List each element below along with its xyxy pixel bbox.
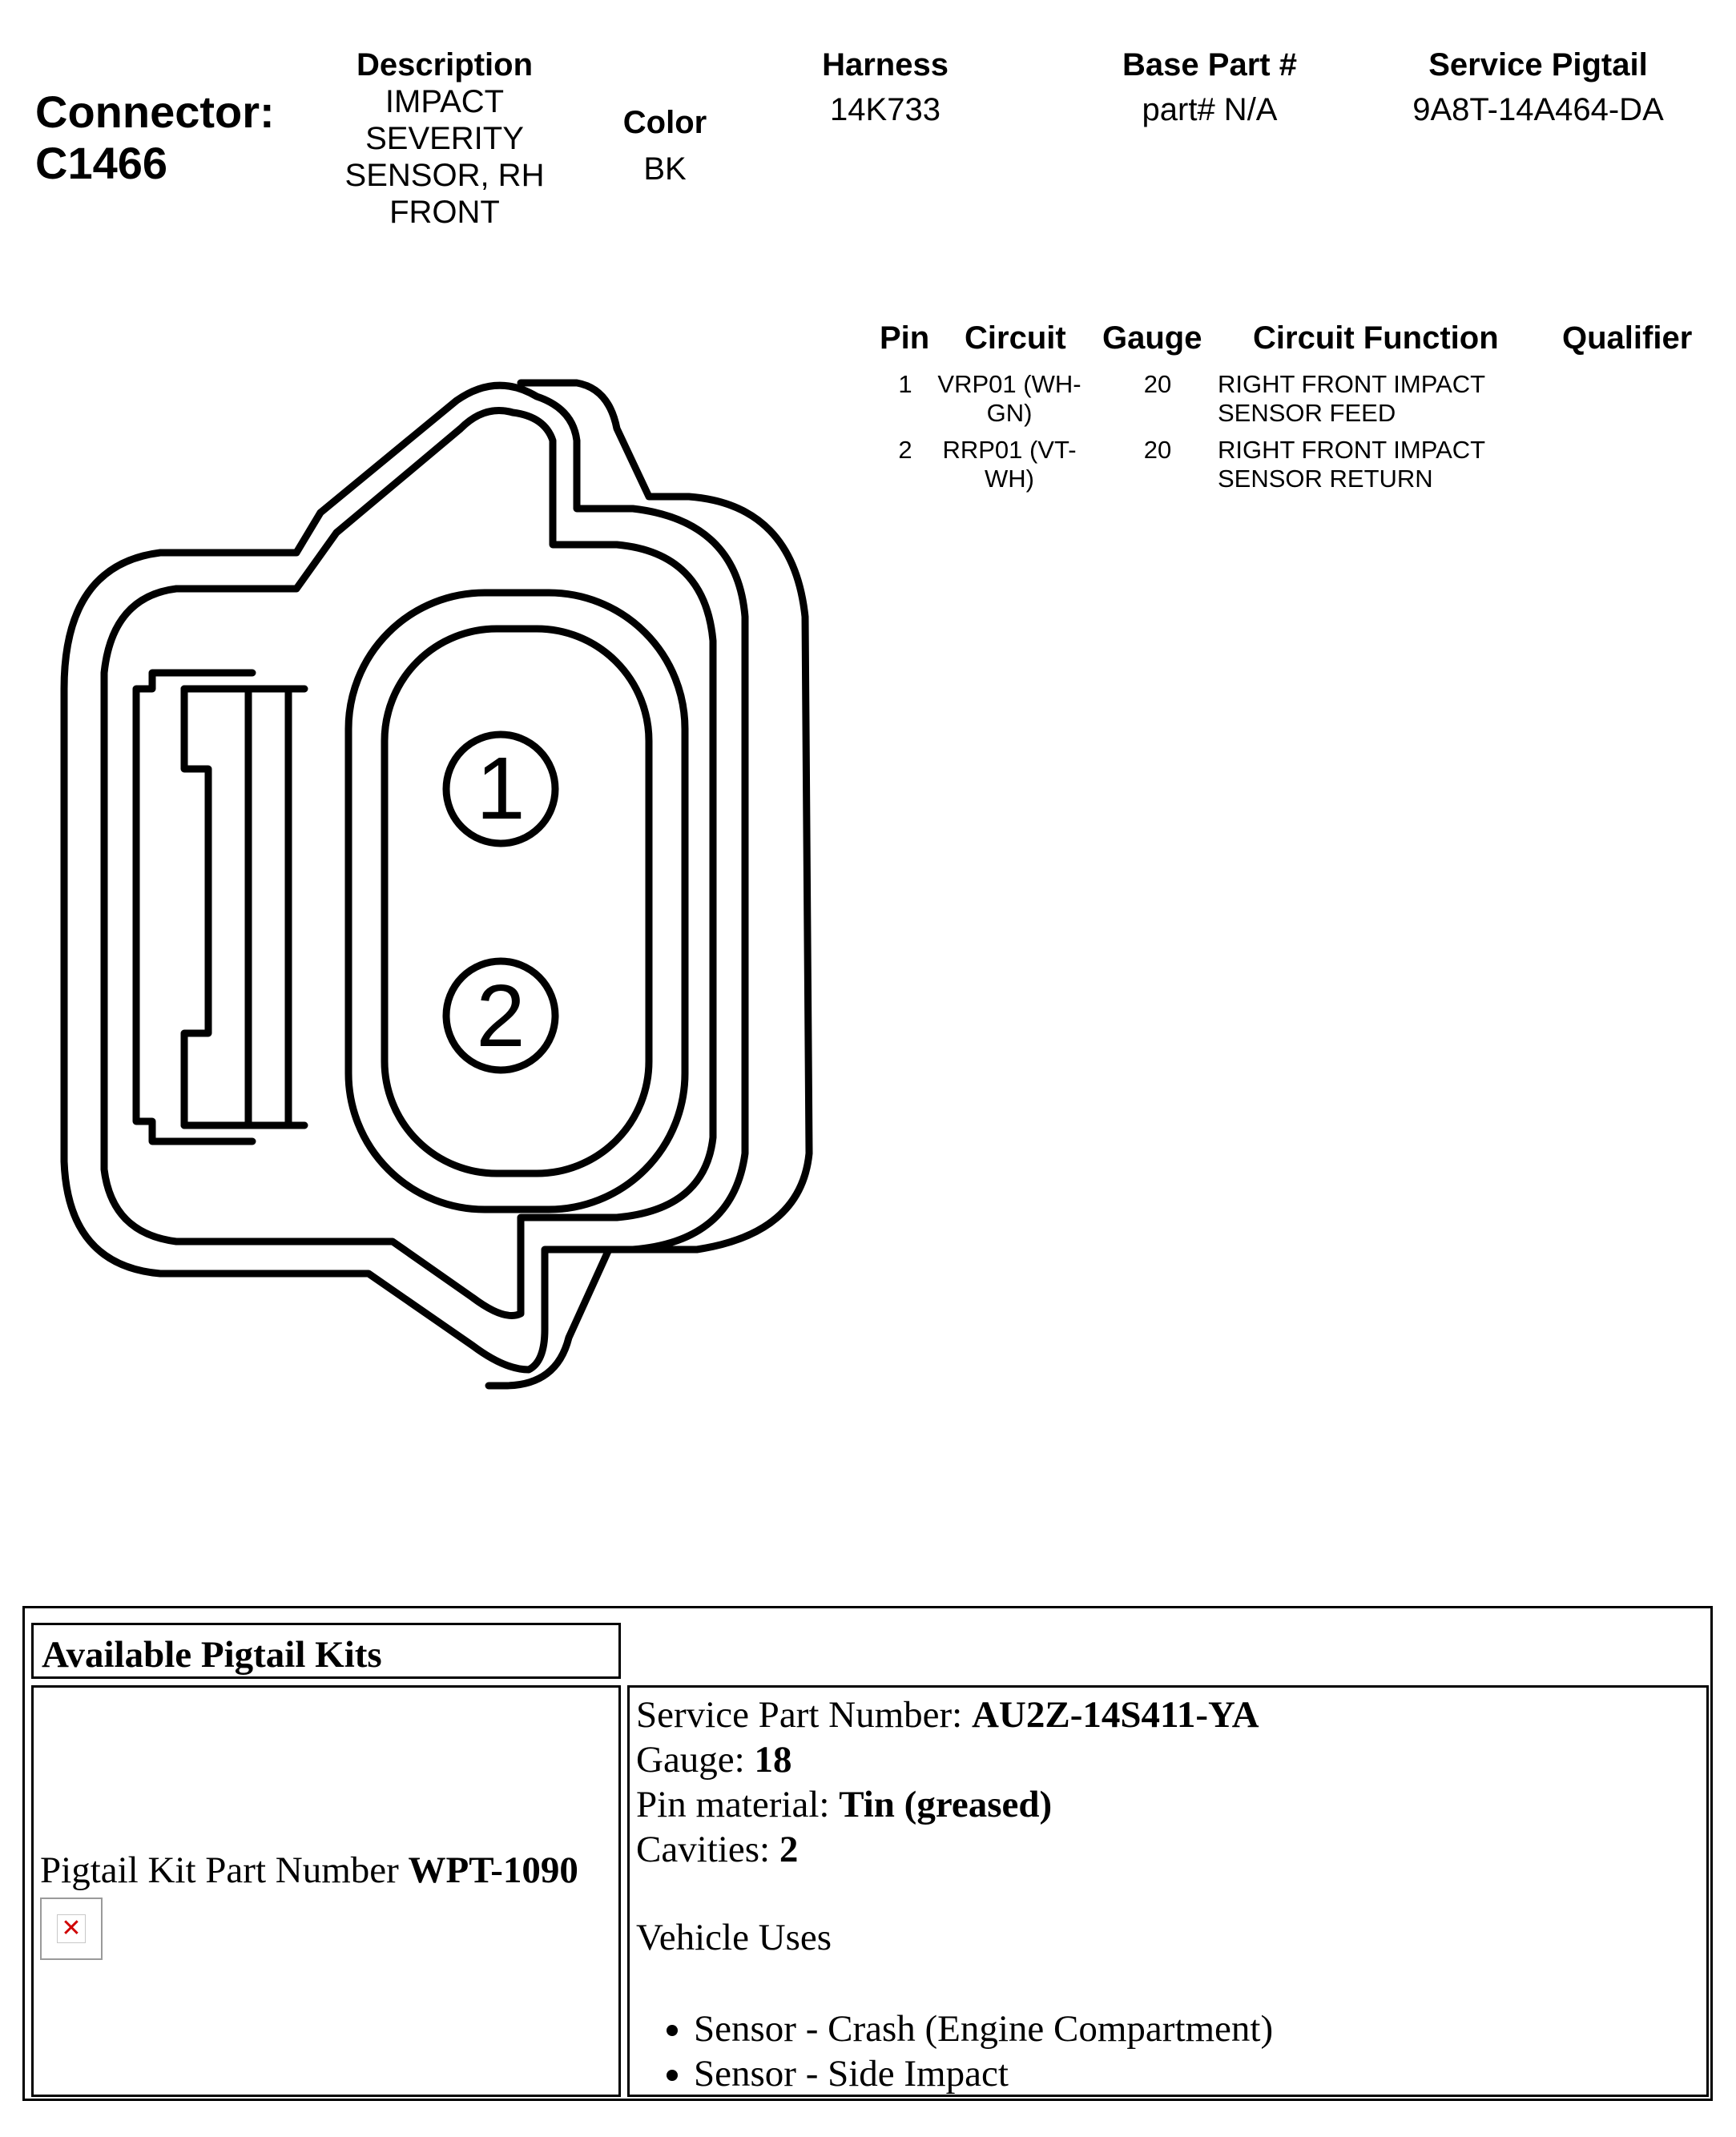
pin-circuit-line-2: GN) (986, 399, 1033, 427)
pigtail-kits-title: Available Pigtail Kits (42, 1634, 382, 1676)
gauge-header: Gauge (1102, 320, 1202, 356)
base-part-value: part# N/A (1142, 92, 1278, 127)
connector-label: Connector: (35, 87, 275, 137)
pin-gauge: 20 (1143, 436, 1172, 464)
service-pigtail-header: Service Pigtail (1428, 47, 1648, 83)
pin-2-label: 2 (476, 967, 526, 1065)
connector-outer-housing (64, 385, 745, 1370)
pin-1-label: 1 (476, 739, 526, 838)
kit-gauge-label: Gauge: (636, 1739, 755, 1781)
service-pigtail-value: 9A8T-14A464-DA (1412, 92, 1664, 127)
vehicle-uses-list (630, 2006, 1273, 2096)
broken-image-icon (40, 1898, 103, 1960)
pin-circuit (929, 436, 1090, 493)
service-part-number (636, 1692, 1259, 1737)
kit-gauge (636, 1737, 791, 1782)
pin-material-label: Pin material: (636, 1784, 840, 1825)
pin-function-line-2: SENSOR FEED (1218, 399, 1396, 427)
connector-id: C1466 (35, 138, 168, 188)
connector-inner-housing (104, 411, 713, 1316)
cavities-value: 2 (779, 1829, 799, 1870)
pigtail-kit-details-cell (627, 1685, 1709, 2097)
pin-circuit (929, 370, 1090, 428)
pin-material (636, 1782, 1052, 1827)
connector-cavity-seal-inner (385, 629, 649, 1173)
pigtail-kits-table (22, 1606, 1713, 2101)
pin-circuit-line-1: RRP01 (VT- (942, 436, 1077, 464)
service-part-value: AU2Z-14S411-YA (971, 1694, 1259, 1736)
service-pigtail-column (1378, 46, 1698, 128)
color-header: Color (622, 105, 707, 140)
connector-face-diagram (56, 352, 849, 1434)
pin-circuit-line-1: VRP01 (WH- (937, 370, 1081, 398)
pigtail-kits-title-cell (31, 1623, 621, 1679)
harness-header: Harness (822, 47, 949, 83)
pin-number: 1 (898, 370, 912, 398)
color-column (593, 104, 737, 187)
connector-latch-inner (184, 689, 208, 1125)
pin-function (1218, 436, 1538, 493)
pin-circuit-line-2: WH) (985, 465, 1034, 493)
harness-column (785, 46, 985, 128)
cavities (636, 1827, 798, 1872)
vehicle-uses-label: Vehicle Uses (636, 1917, 832, 1958)
service-part-label: Service Part Number: (636, 1694, 972, 1736)
pigtail-kit-part-number (40, 1848, 578, 1893)
description-line-4: FRONT (389, 195, 500, 230)
pin-gauge: 20 (1143, 370, 1172, 398)
base-part-column (1090, 46, 1330, 128)
connector-latch-bars (248, 689, 288, 1125)
pigtail-kit-part-value: WPT-1090 (408, 1849, 578, 1891)
pin-function-line-1: RIGHT FRONT IMPACT (1218, 370, 1486, 398)
connector-title (35, 87, 275, 189)
pin-function-line-1: RIGHT FRONT IMPACT (1218, 436, 1486, 464)
circuit-header: Circuit (965, 320, 1066, 356)
description-header: Description (356, 47, 534, 83)
base-part-header: Base Part # (1122, 47, 1297, 83)
function-header: Circuit Function (1253, 320, 1499, 356)
description-line-2: SEVERITY (365, 121, 524, 156)
pin-header: Pin (880, 320, 930, 356)
connector-latch-outline (136, 673, 252, 1141)
cavities-label: Cavities: (636, 1829, 779, 1870)
list-item: • Sensor - Crash (Engine Compartment) (694, 2006, 1273, 2051)
description-line-1: IMPACT (385, 84, 505, 119)
description-column (320, 46, 569, 231)
close-icon: ✕ (57, 1914, 86, 1943)
pin-number: 2 (898, 436, 912, 464)
description-line-3: SENSOR, RH (344, 158, 545, 193)
list-item: • Sensor - Side Impact (694, 2051, 1273, 2096)
harness-value: 14K733 (830, 92, 941, 127)
color-value: BK (643, 151, 687, 187)
qualifier-header: Qualifier (1562, 320, 1693, 356)
kit-gauge-value: 18 (754, 1739, 792, 1781)
pigtail-kit-part-label: Pigtail Kit Part Number (40, 1849, 409, 1891)
pigtail-kit-part-cell (31, 1685, 621, 2097)
pin-function (1218, 370, 1538, 428)
pin-function-line-2: SENSOR RETURN (1218, 465, 1433, 493)
pin-material-value: Tin (greased) (839, 1784, 1053, 1825)
